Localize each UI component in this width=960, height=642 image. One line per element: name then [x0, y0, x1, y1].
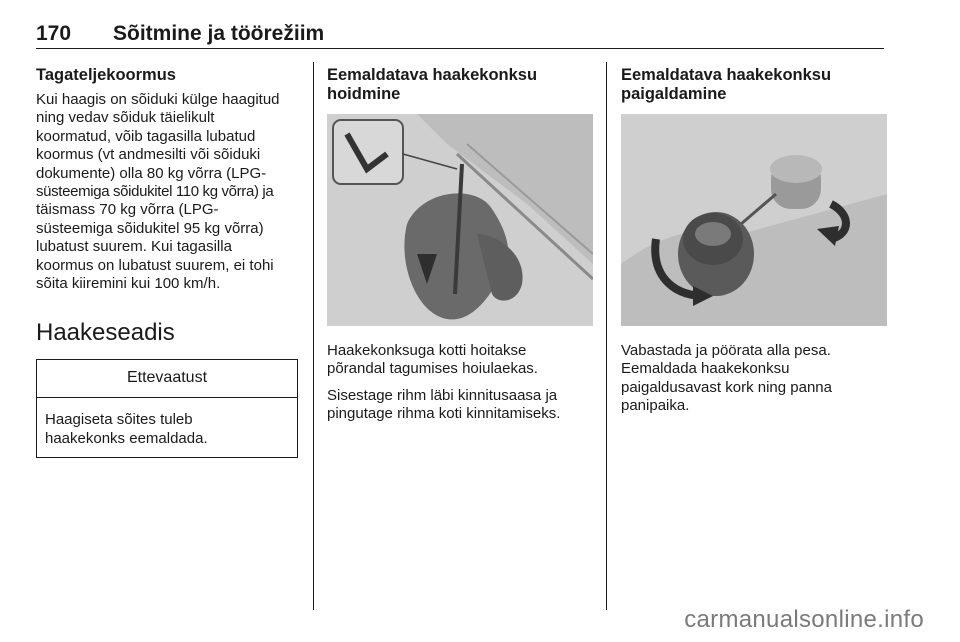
column-divider-2 [606, 62, 607, 610]
tow-bar-bag-illustration [327, 114, 593, 326]
installation-illustration [621, 114, 887, 326]
column-divider-1 [313, 62, 314, 610]
tow-socket-illustration [621, 114, 887, 326]
text-line: Sisestage rihm läbi kinnitusaasa ja [327, 386, 558, 404]
column-2 [327, 66, 595, 432]
page-header [36, 22, 884, 49]
caution-box [36, 359, 298, 458]
text-line: Haakekonksuga kotti hoitakse [327, 342, 527, 359]
installation-heading [621, 66, 887, 104]
text-line: paigaldusavast kork ning panna [621, 378, 832, 396]
text-line: Eemaldada haakekonksu [621, 360, 790, 378]
heading-line: paigaldamine [621, 85, 727, 103]
heading-line: Eemaldatava haakekonksu [327, 66, 538, 84]
text-line: Vabastada ja pöörata alla pesa. [621, 342, 831, 359]
text-line: põrandal tagumises hoiulaekas. [327, 360, 538, 378]
column-3 [621, 66, 887, 424]
text-line: ning vedav sõiduk täielikult [36, 109, 215, 127]
caution-title: Ettevaatust [37, 360, 297, 398]
text-line: pingutage rihma koti kinnitamiseks. [327, 405, 561, 423]
heading-line: Eemaldatava haakekonksu [621, 66, 832, 84]
rear-axle-load-text [36, 91, 300, 293]
text-line: süsteemiga sõidukitel 95 kg võrra) [36, 219, 264, 237]
rear-axle-load-heading: Tagateljekoormus [36, 66, 176, 84]
installation-caption [621, 342, 887, 416]
text-line: dokumente) olla 80 kg võrra (LPG- [36, 164, 267, 182]
page-number: 170 [36, 22, 72, 45]
text-line: koormatud, võib tagasilla lubatud [36, 127, 256, 145]
text-line: koormus on lubatust suurem, ei tohi [36, 256, 274, 274]
heading-line: hoidmine [327, 85, 401, 103]
text-line: süsteemiga sõidukitel 110 kg võrra) ja [36, 183, 274, 201]
storage-illustration [327, 114, 593, 326]
towing-equipment-heading: Haakeseadis [36, 319, 175, 347]
text-line: Haagiseta sõites tuleb [45, 411, 193, 429]
text-line: sõita kiiremini kui 100 km/h. [36, 275, 221, 293]
site-watermark: carmanualsonline.info [684, 606, 924, 633]
storage-heading [327, 66, 595, 104]
text-line: koormus (vt andmesilti või sõiduki [36, 146, 261, 164]
text-line: lubatust suurem. Kui tagasilla [36, 238, 232, 256]
section-title: Sõitmine ja töörežiim [113, 22, 325, 45]
text-line: täismass 70 kg võrra (LPG- [36, 201, 219, 219]
column-1 [36, 66, 300, 458]
text-line: Kui haagis on sõiduki külge haagitud [36, 91, 280, 108]
storage-caption [327, 342, 595, 379]
caution-text [37, 398, 297, 457]
text-line: haakekonks eemaldada. [45, 429, 208, 447]
strap-instruction [327, 387, 595, 424]
text-line: panipaika. [621, 397, 690, 415]
